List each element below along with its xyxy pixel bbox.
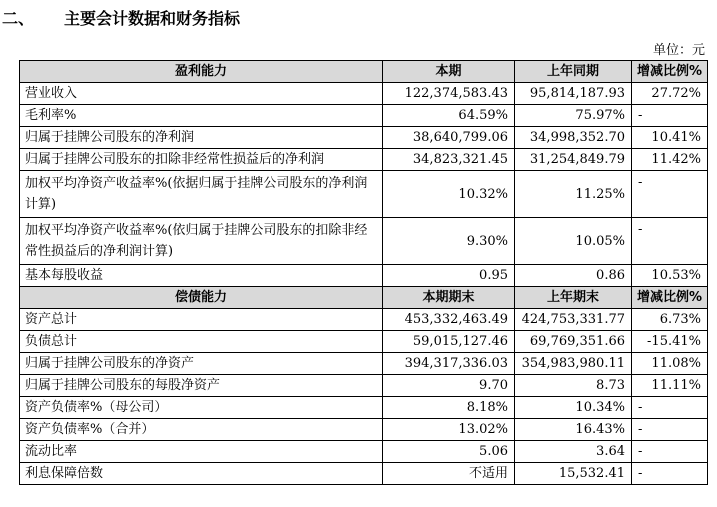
- table-row: [20, 375, 708, 397]
- prior-value: 3.64: [515, 441, 632, 463]
- table-row: [20, 441, 708, 463]
- table-row: [20, 463, 708, 485]
- column-header: 本期期末: [383, 287, 515, 309]
- prior-value: 15,532.41: [515, 463, 632, 485]
- table-row: [20, 83, 708, 105]
- current-value: 0.95: [383, 265, 515, 287]
- table-row: [20, 127, 708, 149]
- current-value: 不适用: [383, 463, 515, 485]
- table-row: [20, 397, 708, 419]
- change-value: 11.11%: [632, 375, 708, 397]
- row-label: 利息保障倍数: [20, 463, 383, 485]
- row-label: 资产负债率%（母公司）: [20, 397, 383, 419]
- current-value: 122,374,583.43: [383, 83, 515, 105]
- prior-value: 69,769,351.66: [515, 331, 632, 353]
- row-label: 资产总计: [20, 309, 383, 331]
- column-header: 上年期末: [515, 287, 632, 309]
- current-value: 59,015,127.46: [383, 331, 515, 353]
- financial-table: [19, 60, 708, 485]
- change-value: -: [632, 397, 708, 419]
- row-label: 毛利率%: [20, 105, 383, 127]
- column-header: 增减比例%: [632, 287, 708, 309]
- row-label: 归属于挂牌公司股东的扣除非经常性损益后的净利润: [20, 149, 383, 171]
- change-value: 11.42%: [632, 149, 708, 171]
- change-value: 10.41%: [632, 127, 708, 149]
- prior-value: 10.34%: [515, 397, 632, 419]
- current-value: 64.59%: [383, 105, 515, 127]
- table-row: [20, 171, 708, 218]
- table-row: [20, 309, 708, 331]
- row-label: 资产负债率%（合并）: [20, 419, 383, 441]
- current-value: 9.70: [383, 375, 515, 397]
- table-row: [20, 331, 708, 353]
- current-value: 38,640,799.06: [383, 127, 515, 149]
- header-row-profitability: [20, 61, 708, 83]
- header-row-solvency: [20, 287, 708, 309]
- row-label: 归属于挂牌公司股东的每股净资产: [20, 375, 383, 397]
- change-value: -: [632, 218, 708, 265]
- table-row: [20, 419, 708, 441]
- prior-value: 354,983,980.11: [515, 353, 632, 375]
- change-value: -: [632, 441, 708, 463]
- current-value: 5.06: [383, 441, 515, 463]
- current-value: 13.02%: [383, 419, 515, 441]
- row-label: 归属于挂牌公司股东的净利润: [20, 127, 383, 149]
- row-label: 加权平均净资产收益率%(依归属于挂牌公司股东的扣除非经常性损益后的净利润计算): [20, 218, 383, 265]
- row-label: 加权平均净资产收益率%(依据归属于挂牌公司股东的净利润计算): [20, 171, 383, 218]
- table-row: [20, 218, 708, 265]
- row-label: 营业收入: [20, 83, 383, 105]
- prior-value: 31,254,849.79: [515, 149, 632, 171]
- row-label: 负债总计: [20, 331, 383, 353]
- change-value: -: [632, 463, 708, 485]
- current-value: 453,332,463.49: [383, 309, 515, 331]
- change-value: 11.08%: [632, 353, 708, 375]
- row-label: 归属于挂牌公司股东的净资产: [20, 353, 383, 375]
- prior-value: 16.43%: [515, 419, 632, 441]
- table-row: [20, 265, 708, 287]
- table-row: [20, 149, 708, 171]
- change-value: 10.53%: [632, 265, 708, 287]
- current-value: 34,823,321.45: [383, 149, 515, 171]
- column-header: 增减比例%: [632, 61, 708, 83]
- current-value: 394,317,336.03: [383, 353, 515, 375]
- current-value: 9.30%: [383, 218, 515, 265]
- table-row: [20, 353, 708, 375]
- prior-value: 0.86: [515, 265, 632, 287]
- unit-label: 单位：元: [652, 43, 705, 58]
- prior-value: 8.73: [515, 375, 632, 397]
- column-header: 上年同期: [515, 61, 632, 83]
- table-row: [20, 105, 708, 127]
- change-value: -: [632, 105, 708, 127]
- row-label: 基本每股收益: [20, 265, 383, 287]
- column-header: 盈利能力: [20, 61, 383, 83]
- prior-value: 75.97%: [515, 105, 632, 127]
- prior-value: 424,753,331.77: [515, 309, 632, 331]
- change-value: -: [632, 171, 708, 218]
- prior-value: 11.25%: [515, 171, 632, 218]
- section-heading: [0, 6, 240, 29]
- prior-value: 10.05%: [515, 218, 632, 265]
- section-title: 主要会计数据和财务指标: [64, 9, 241, 28]
- column-header: 本期: [383, 61, 515, 83]
- current-value: 8.18%: [383, 397, 515, 419]
- prior-value: 95,814,187.93: [515, 83, 632, 105]
- column-header: 偿债能力: [20, 287, 383, 309]
- row-label: 流动比率: [20, 441, 383, 463]
- change-value: -: [632, 419, 708, 441]
- change-value: 6.73%: [632, 309, 708, 331]
- current-value: 10.32%: [383, 171, 515, 218]
- change-value: 27.72%: [632, 83, 708, 105]
- section-number: 二、: [2, 9, 35, 28]
- prior-value: 34,998,352.70: [515, 127, 632, 149]
- change-value: -15.41%: [632, 331, 708, 353]
